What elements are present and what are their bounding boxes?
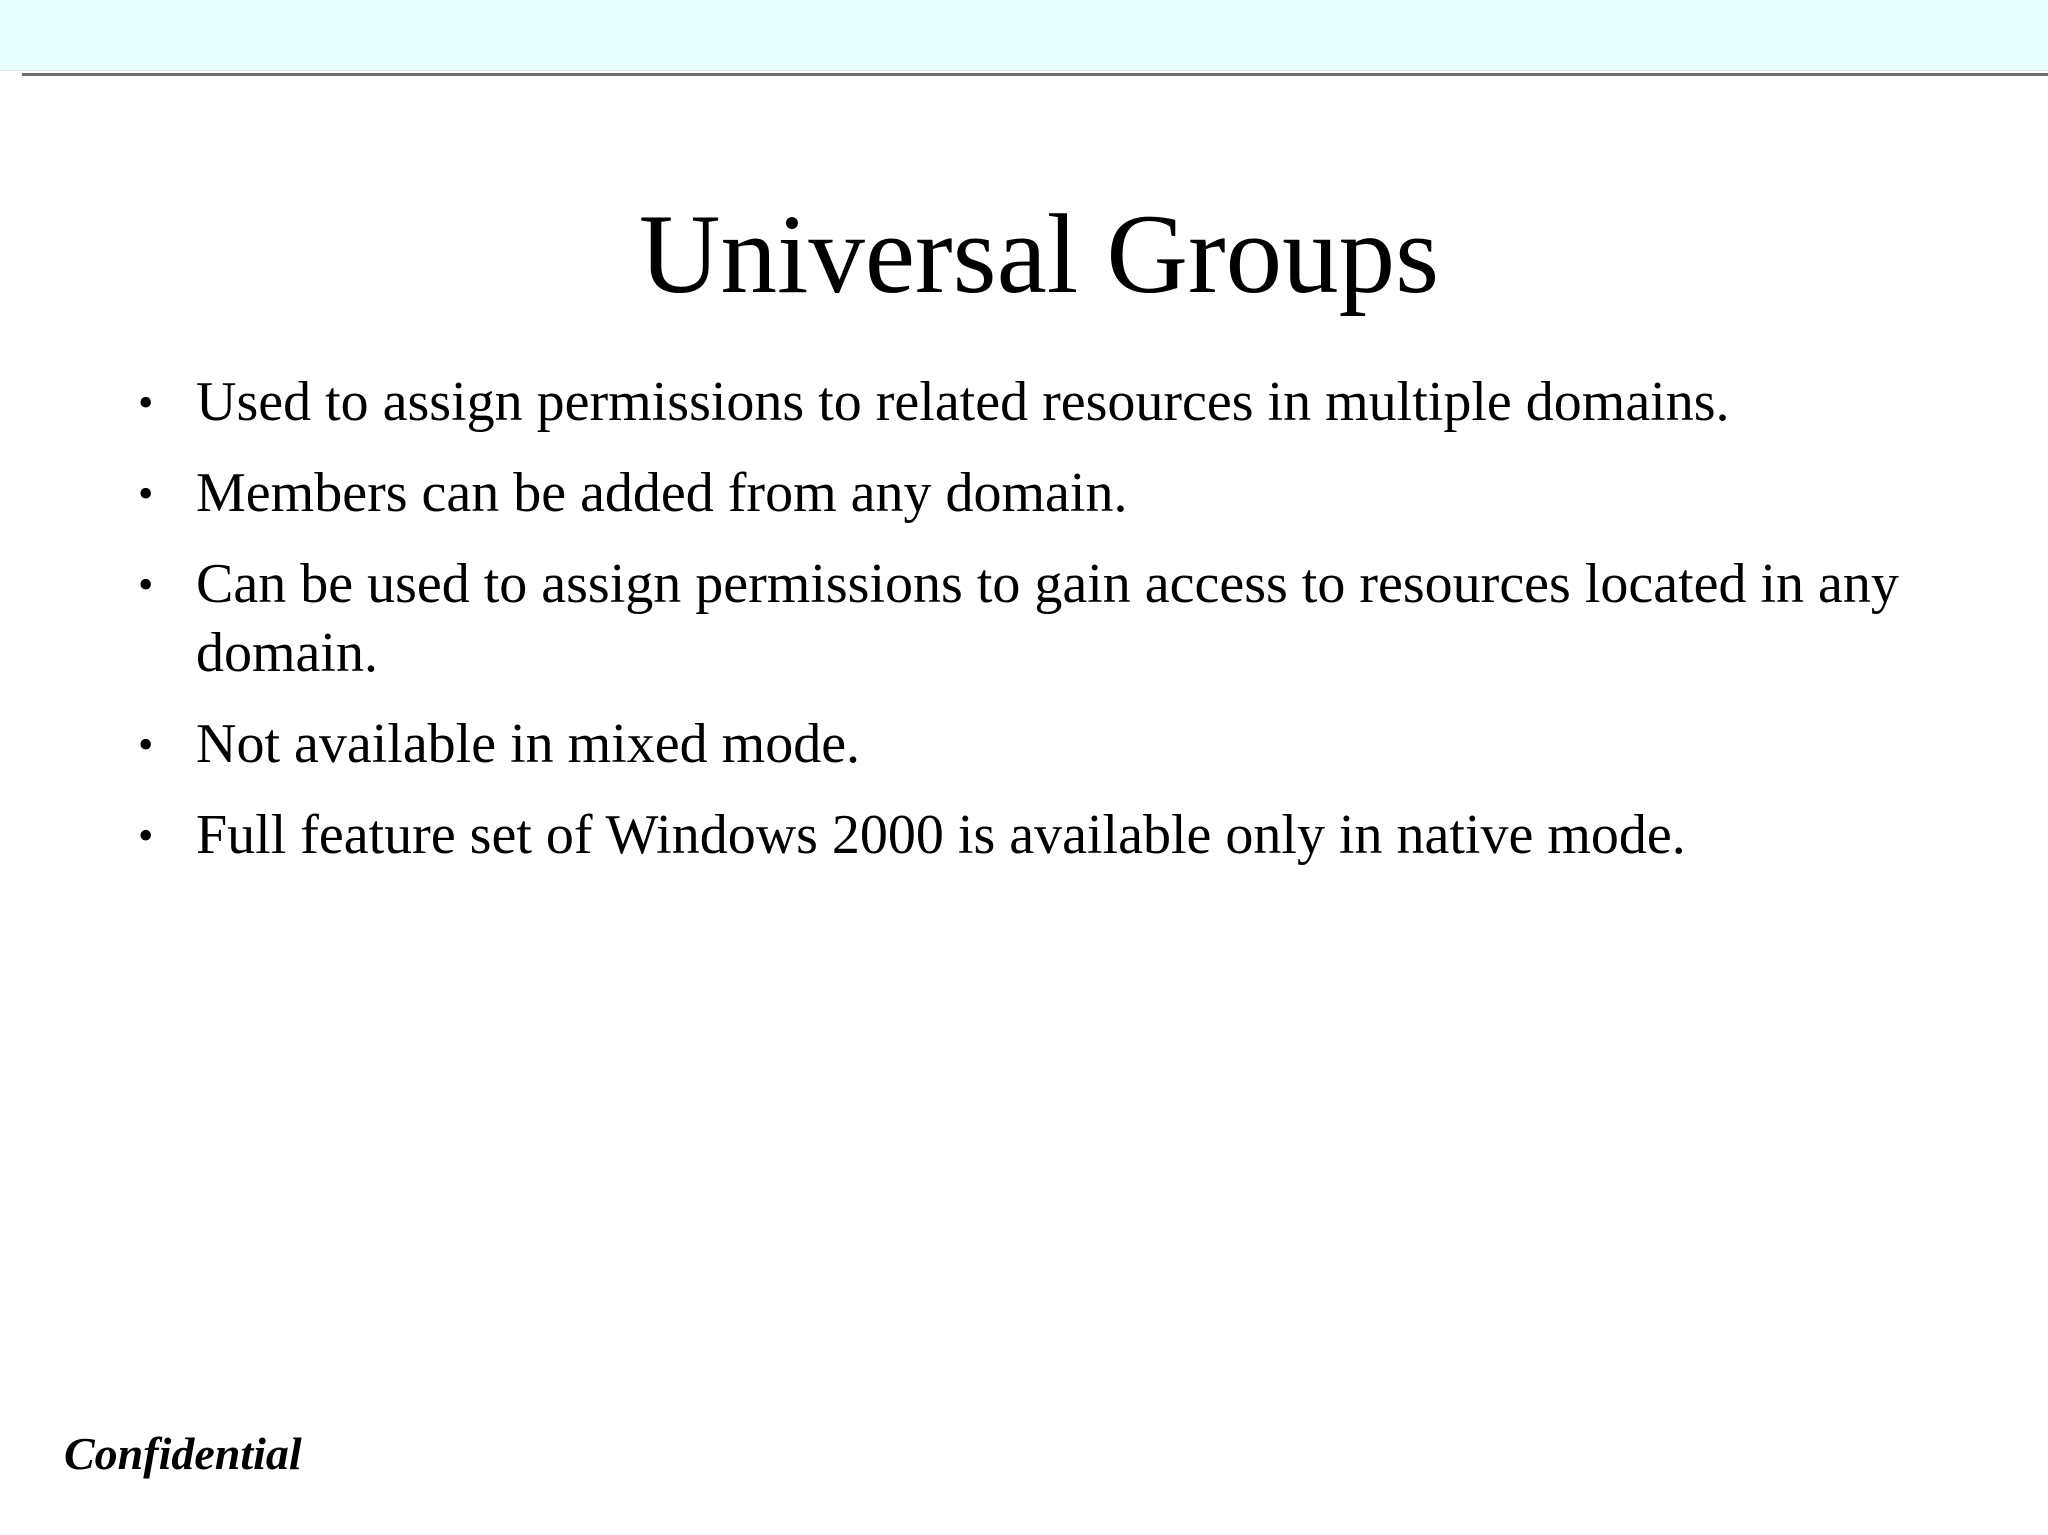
bullet-text: Not available in mixed mode. <box>196 713 861 775</box>
bullet-dot-icon: • <box>138 720 154 769</box>
bullet-text: Used to assign permissions to related resources in multiple domains. <box>196 371 1730 433</box>
bullet-item <box>130 710 2010 779</box>
footer-confidential-label: Confidential <box>64 1428 302 1479</box>
bullet-dot-icon: • <box>138 811 154 860</box>
bullet-item <box>130 459 2010 528</box>
bullet-item <box>130 368 2010 437</box>
bullet-text: Can be used to assign permissions to gain access to resources located in any domain. <box>196 553 1899 684</box>
bullet-item <box>130 550 2010 688</box>
bullet-text: Members can be added from any domain. <box>196 462 1128 524</box>
bullet-dot-icon: • <box>138 560 154 609</box>
bullet-dot-icon: • <box>138 378 154 427</box>
bullet-list <box>130 368 2010 892</box>
bullet-dot-icon: • <box>138 469 154 518</box>
header-band <box>0 0 2048 71</box>
header-divider <box>22 73 2048 76</box>
bullet-item <box>130 801 2010 870</box>
slide-title: Universal Groups <box>638 192 1440 317</box>
bullet-text: Full feature set of Windows 2000 is available only in native mode. <box>196 804 1686 866</box>
